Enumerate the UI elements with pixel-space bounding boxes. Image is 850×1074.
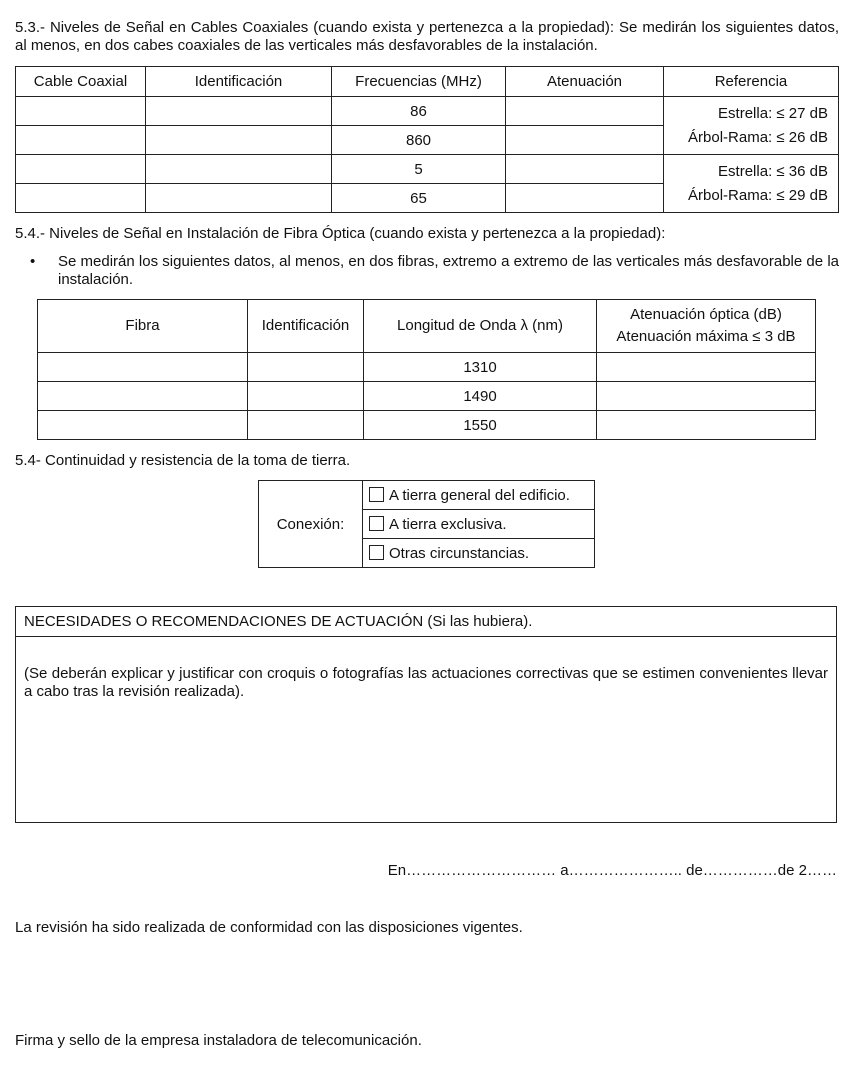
table-row [259,481,595,510]
identification-cell[interactable] [146,184,332,213]
identification-cell[interactable] [146,97,332,126]
attenuation-cell[interactable] [597,411,816,440]
col-header-identification: Identificación [248,300,364,353]
frequency-cell: 5 [332,155,506,184]
conformity-statement: La revisión ha sido realizada de conformidad con las disposiciones vigentes. [15,919,523,936]
table-row [16,97,839,126]
signature-label: Firma y sello de la empresa instaladora de telecomunicación. [15,1032,422,1049]
connection-label: Conexión: [259,481,363,568]
fiber-cell[interactable] [38,382,248,411]
frequency-cell: 860 [332,126,506,155]
option-label: A tierra exclusiva. [389,515,507,533]
reference-cell [664,155,839,213]
reference-tree: Árbol-Rama: ≤ 29 dB [688,186,828,204]
connection-table [258,480,595,568]
cable-cell[interactable] [16,126,146,155]
cable-cell[interactable] [16,184,146,213]
option-exclusive-ground[interactable] [363,510,595,539]
attenuation-cell[interactable] [506,155,664,184]
reference-cell [664,97,839,155]
section-5-3-heading: 5.3.- Niveles de Señal en Cables Coaxiales (cuando exista y pertenezca a la propiedad): Se medirán los siguientes datos, al menos, en dos cabes coaxiales de las verticales más desfavorables de la instalación. [15,19,839,54]
fiber-cell[interactable] [38,411,248,440]
option-label: A tierra general del edificio. [389,486,570,504]
fiber-cell[interactable] [38,353,248,382]
identification-cell[interactable] [146,155,332,184]
col-header-reference: Referencia [664,67,839,97]
col-header-frequencies: Frecuencias (MHz) [332,67,506,97]
identification-cell[interactable] [248,353,364,382]
fiber-table [37,299,816,440]
attenuation-cell[interactable] [597,353,816,382]
option-general-ground[interactable] [363,481,595,510]
identification-cell[interactable] [146,126,332,155]
optical-attenuation-label: Atenuación óptica (dB) [630,306,782,323]
col-header-optical-attenuation [597,300,816,353]
section-5-4-bullet-text: Se medirán los siguientes datos, al menos, en dos fibras, extremo a extremo de las verticales más desfavorable de la instalación. [58,253,839,288]
checkbox[interactable] [369,487,384,502]
cable-cell[interactable] [16,97,146,126]
wavelength-cell: 1310 [364,353,597,382]
identification-cell[interactable] [248,411,364,440]
col-header-cable: Cable Coaxial [16,67,146,97]
attenuation-cell[interactable] [506,126,664,155]
recommendations-instructions: (Se deberán explicar y justificar con croquis o fotografías las actuaciones correctivas que se estimen convenientes llevar a cabo tras la revisión realizada). [24,665,828,700]
col-header-attenuation: Atenuación [506,67,664,97]
col-header-identification: Identificación [146,67,332,97]
attenuation-cell[interactable] [597,382,816,411]
recommendations-box[interactable] [15,606,837,823]
table-header-row [38,300,816,353]
checkbox[interactable] [369,545,384,560]
recommendations-title: NECESIDADES O RECOMENDACIONES DE ACTUACIÓN (Si las hubiera). [16,607,836,637]
reference-star: Estrella: ≤ 27 dB [718,104,828,122]
identification-cell[interactable] [248,382,364,411]
checkbox[interactable] [369,516,384,531]
option-other[interactable] [363,539,595,568]
col-header-wavelength: Longitud de Onda λ (nm) [364,300,597,353]
max-attenuation-label: Atenuación máxima ≤ 3 dB [616,328,796,345]
table-row [38,353,816,382]
reference-star: Estrella: ≤ 36 dB [718,162,828,180]
attenuation-cell[interactable] [506,97,664,126]
wavelength-cell: 1490 [364,382,597,411]
frequency-cell: 86 [332,97,506,126]
col-header-fiber: Fibra [38,300,248,353]
place-date-line[interactable]: En………………………… a………………….. de……………de 2…… [387,862,837,879]
section-ground-heading: 5.4- Continuidad y resistencia de la toma de tierra. [15,452,351,469]
reference-tree: Árbol-Rama: ≤ 26 dB [688,128,828,146]
section-5-4-heading: 5.4.- Niveles de Señal en Instalación de Fibra Óptica (cuando exista y pertenezca a la propiedad): [15,225,666,242]
option-label: Otras circunstancias. [389,544,530,562]
table-row [16,155,839,184]
table-row [38,382,816,411]
wavelength-cell: 1550 [364,411,597,440]
table-header-row [16,67,839,97]
coaxial-table [15,66,839,213]
bullet-symbol: • [30,253,36,270]
frequency-cell: 65 [332,184,506,213]
cable-cell[interactable] [16,155,146,184]
table-row [38,411,816,440]
attenuation-cell[interactable] [506,184,664,213]
